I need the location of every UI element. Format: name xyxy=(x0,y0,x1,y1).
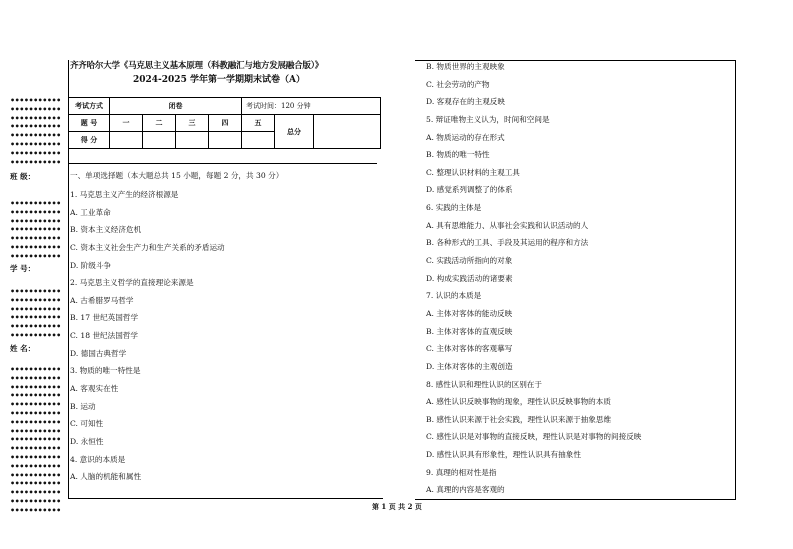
col-1: 一 xyxy=(110,115,143,132)
page-footer: 第 1 页 共 2 页 xyxy=(372,502,422,511)
answer-option: C. 资本主义社会生产力和生产关系的矛盾运动 xyxy=(70,242,225,252)
answer-option: A. 感性认识反映事物的现象，理性认识反映事物的本质 xyxy=(426,397,611,407)
score-cell[interactable] xyxy=(176,132,209,149)
total-score-cell[interactable] xyxy=(314,115,381,149)
answer-option: D. 感觉系列调整了的体系 xyxy=(426,185,513,195)
answer-option: A. 主体对客体的能动反映 xyxy=(426,308,513,318)
answer-option: A. 工业革命 xyxy=(70,207,111,217)
score-label: 得 分 xyxy=(69,132,110,149)
exam-title: 齐齐哈尔大学《马克思主义基本原理（科教融汇与地方发展融合版）》 xyxy=(70,61,324,71)
dotted-binding-line: ••••••••••• ••••••••••• ••••••••••• ••••••••••• ••••••••••• ••••••••••• xyxy=(10,287,61,340)
score-cell[interactable] xyxy=(143,132,176,149)
answer-option: D. 永恒性 xyxy=(70,436,104,446)
score-cell[interactable] xyxy=(209,132,242,149)
answer-option: C. 整理认识材料的主观工具 xyxy=(426,167,520,177)
score-cell[interactable] xyxy=(110,132,143,149)
question-stem: 6. 实践的主体是 xyxy=(426,203,482,213)
answer-option: A. 客观实在性 xyxy=(70,384,119,394)
answer-option: B. 17 世纪英国哲学 xyxy=(70,313,139,323)
answer-option: B. 感性认识来源于社会实践，理性认识来源于抽象思维 xyxy=(426,414,612,424)
question-stem: 2. 马克思主义哲学的直接理论来源是 xyxy=(70,278,194,288)
name-label: 姓 名： xyxy=(10,344,36,353)
answer-option: B. 主体对客体的直观反映 xyxy=(426,326,513,336)
answer-option: C. 主体对客体的客观摹写 xyxy=(426,344,513,354)
answer-option: B. 物质世界的主观映象 xyxy=(426,62,505,71)
col-4: 四 xyxy=(209,115,242,132)
answer-option: D. 阶级斗争 xyxy=(70,260,112,270)
answer-option: A. 古希腊罗马哲学 xyxy=(70,295,134,305)
question-stem: 5. 辩证唯物主义认为，时间和空间是 xyxy=(426,114,550,124)
question-stem: 9. 真理的相对性是指 xyxy=(426,467,497,477)
left-bottom-border xyxy=(68,498,383,499)
answer-option: A. 人脑的机能和属性 xyxy=(70,472,142,482)
exam-time: 考试时间：120 分钟 xyxy=(242,98,381,115)
question-stem: 7. 认识的本质是 xyxy=(426,291,482,301)
answer-option: B. 资本主义经济危机 xyxy=(70,225,142,235)
answer-option: C. 可知性 xyxy=(70,419,104,429)
answer-option: B. 各种形式的工具、手段及其运用的程序和方法 xyxy=(426,238,589,248)
answer-option: D. 德国古典哲学 xyxy=(70,348,127,358)
exam-subtitle: 2024-2025 学年第一学期期末试卷（A） xyxy=(133,75,305,85)
left-questions xyxy=(70,186,225,486)
exam-mode-label: 考试方式 xyxy=(69,98,110,115)
question-no-label: 题 号 xyxy=(69,115,110,132)
answer-option: D. 感性认识具有形象性，理性认识具有抽象性 xyxy=(426,450,581,460)
answer-option: A. 真理的内容是客观的 xyxy=(426,485,505,495)
answer-option: A. 具有思维能力、从事社会实践和认识活动的人 xyxy=(426,220,589,230)
score-cell[interactable] xyxy=(242,132,275,149)
dotted-binding-line: ••••••••••• ••••••••••• ••••••••••• ••••••••••• ••••••••••• ••••••••••• ••••••••••• ••••••••••• ••••••••••• ••••••••••• ••••••••••• ••••••••••• ••••••••••• ••••••••••• ••••••••••• ••••••••••• ••••••••••• xyxy=(10,365,61,515)
score-table xyxy=(68,97,381,149)
answer-option: C. 实践活动所指向的对象 xyxy=(426,256,513,266)
answer-option: D. 客观存在的主观反映 xyxy=(426,97,505,107)
answer-option: B. 物质的唯一特性 xyxy=(426,150,490,160)
exam-mode: 闭卷 xyxy=(110,98,242,115)
col-3: 三 xyxy=(176,115,209,132)
question-stem: 3. 物质的唯一特性是 xyxy=(70,366,141,376)
col-2: 二 xyxy=(143,115,176,132)
section-heading: 一、单项选择题（本大题总共 15 小题，每题 2 分，共 30 分） xyxy=(70,171,284,180)
right-questions xyxy=(426,58,641,499)
answer-option: B. 运动 xyxy=(70,401,96,411)
divider xyxy=(68,163,377,164)
answer-option: C. 社会劳动的产物 xyxy=(426,79,490,89)
col-5: 五 xyxy=(242,115,275,132)
answer-option: D. 构成实践活动的诸要素 xyxy=(426,273,513,283)
class-label: 班 级： xyxy=(10,172,36,181)
question-stem: 4. 意识的本质是 xyxy=(70,454,126,464)
answer-option: C. 18 世纪法国哲学 xyxy=(70,331,139,341)
total-label: 总分 xyxy=(275,115,314,149)
question-stem: 1. 马克思主义产生的经济根源是 xyxy=(70,190,179,199)
dotted-binding-line: ••••••••••• ••••••••••• ••••••••••• ••••••••••• ••••••••••• ••••••••••• ••••••••••• xyxy=(10,199,61,261)
answer-option: C. 感性认识是对事物的直接反映，理性认识是对事物的间接反映 xyxy=(426,432,642,442)
dotted-binding-line: ••••••••••• ••••••••••• ••••••••••• ••••••••••• ••••••••••• ••••••••••• ••••••••••• ••••••••••• xyxy=(10,96,61,167)
student-id-label: 学 号： xyxy=(10,264,36,273)
answer-option: A. 物质运动的存在形式 xyxy=(426,132,505,142)
question-stem: 8. 感性认识和理性认识的区别在于 xyxy=(426,379,542,389)
answer-option: D. 主体对客体的主观创造 xyxy=(426,361,513,371)
